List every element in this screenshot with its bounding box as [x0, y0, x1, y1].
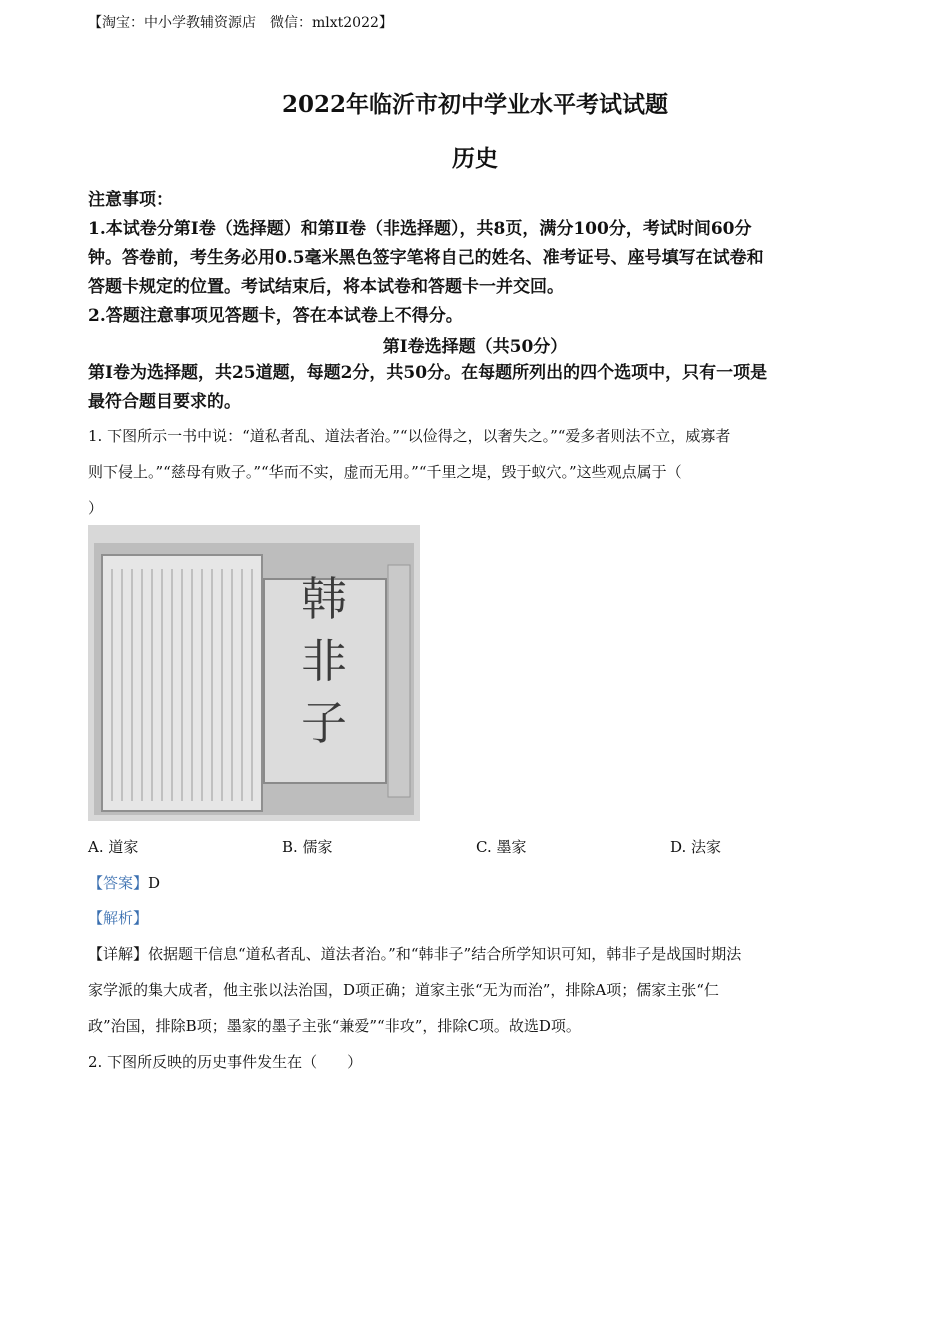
q1-stem-line: 1. 下图所示一书中说：“道私者乱、道法者治。”“以俭得之，以奢失之。”“爱多者则法不立，威寡者 [88, 427, 731, 445]
answer-value: D [148, 874, 161, 892]
shop-header: 【淘宝：中小学教辅资源店 微信：mlxt2022】 [88, 15, 393, 31]
question-2-stem: 2. 下图所反映的历史事件发生在（ ） [88, 1053, 363, 1071]
detail-text: 依据题干信息“道私者乱、道法者治。”和“韩非子”结合所学知识可知，韩非子是战国时期法 [148, 945, 742, 963]
notice-block [88, 186, 868, 331]
question-1-options [88, 836, 868, 860]
section-desc-line: 第Ⅰ卷为选择题，共25道题，每题2分，共50分。在每题所列出的四个选项中，只有一项是 [88, 363, 768, 383]
answer-line [88, 872, 160, 893]
exam-title: 2022年临沂市初中学业水平考试试题 [281, 91, 668, 118]
analysis-tag: 【解析】 [88, 909, 149, 927]
section-heading: 第Ⅰ卷选择题（共50分） [382, 337, 568, 357]
notice-line: 2.答题注意事项见答题卡，答在本试卷上不得分。 [88, 306, 463, 326]
subject-title: 历史 [452, 145, 498, 172]
notice-line: 答题卡规定的位置。考试结束后，将本试卷和答题卡一并交回。 [88, 277, 564, 297]
notice-heading: 注意事项： [88, 190, 173, 210]
book-photo [88, 525, 420, 821]
answer-tag: 【答案】 [88, 874, 149, 892]
option-c[interactable]: C. 墨家 [476, 838, 527, 856]
q1-stem-line: ） [88, 499, 104, 517]
analysis-line [88, 907, 148, 928]
option-d[interactable]: D. 法家 [670, 838, 722, 856]
detail-tag: 【详解】 [88, 945, 149, 963]
section-desc-line: 最符合题目要求的。 [88, 392, 241, 412]
notice-line: 1.本试卷分第Ⅰ卷（选择题）和第Ⅱ卷（非选择题），共8页，满分100分，考试时间60分 [88, 219, 752, 239]
option-b[interactable]: B. 儒家 [282, 838, 333, 856]
detail-block [88, 936, 868, 1044]
book-cover-char: 韩非子 [301, 572, 347, 750]
detail-line: 政”治国，排除B项；墨家的墨子主张“兼爱”“非攻”，排除C项。故选D项。 [88, 1017, 581, 1035]
section-description [88, 359, 868, 417]
q1-stem-line: 则下侵上。”“慈母有败子。”“华而不实，虚而无用。”“千里之堤，毁于蚁穴。”这些观点属于（ [88, 463, 682, 481]
detail-line [88, 936, 868, 972]
detail-line: 家学派的集大成者，他主张以法治国，D项正确；道家主张“无为而治”，排除A项；儒家主张“仁 [88, 981, 719, 999]
option-a[interactable]: A. 道家 [88, 838, 139, 856]
book-photo-illustration [88, 525, 420, 821]
question-1-stem [88, 418, 868, 526]
notice-line: 钟。答卷前，考生务必用0.5毫米黑色签字笔将自己的姓名、准考证号、座号填写在试卷和 [88, 248, 764, 268]
